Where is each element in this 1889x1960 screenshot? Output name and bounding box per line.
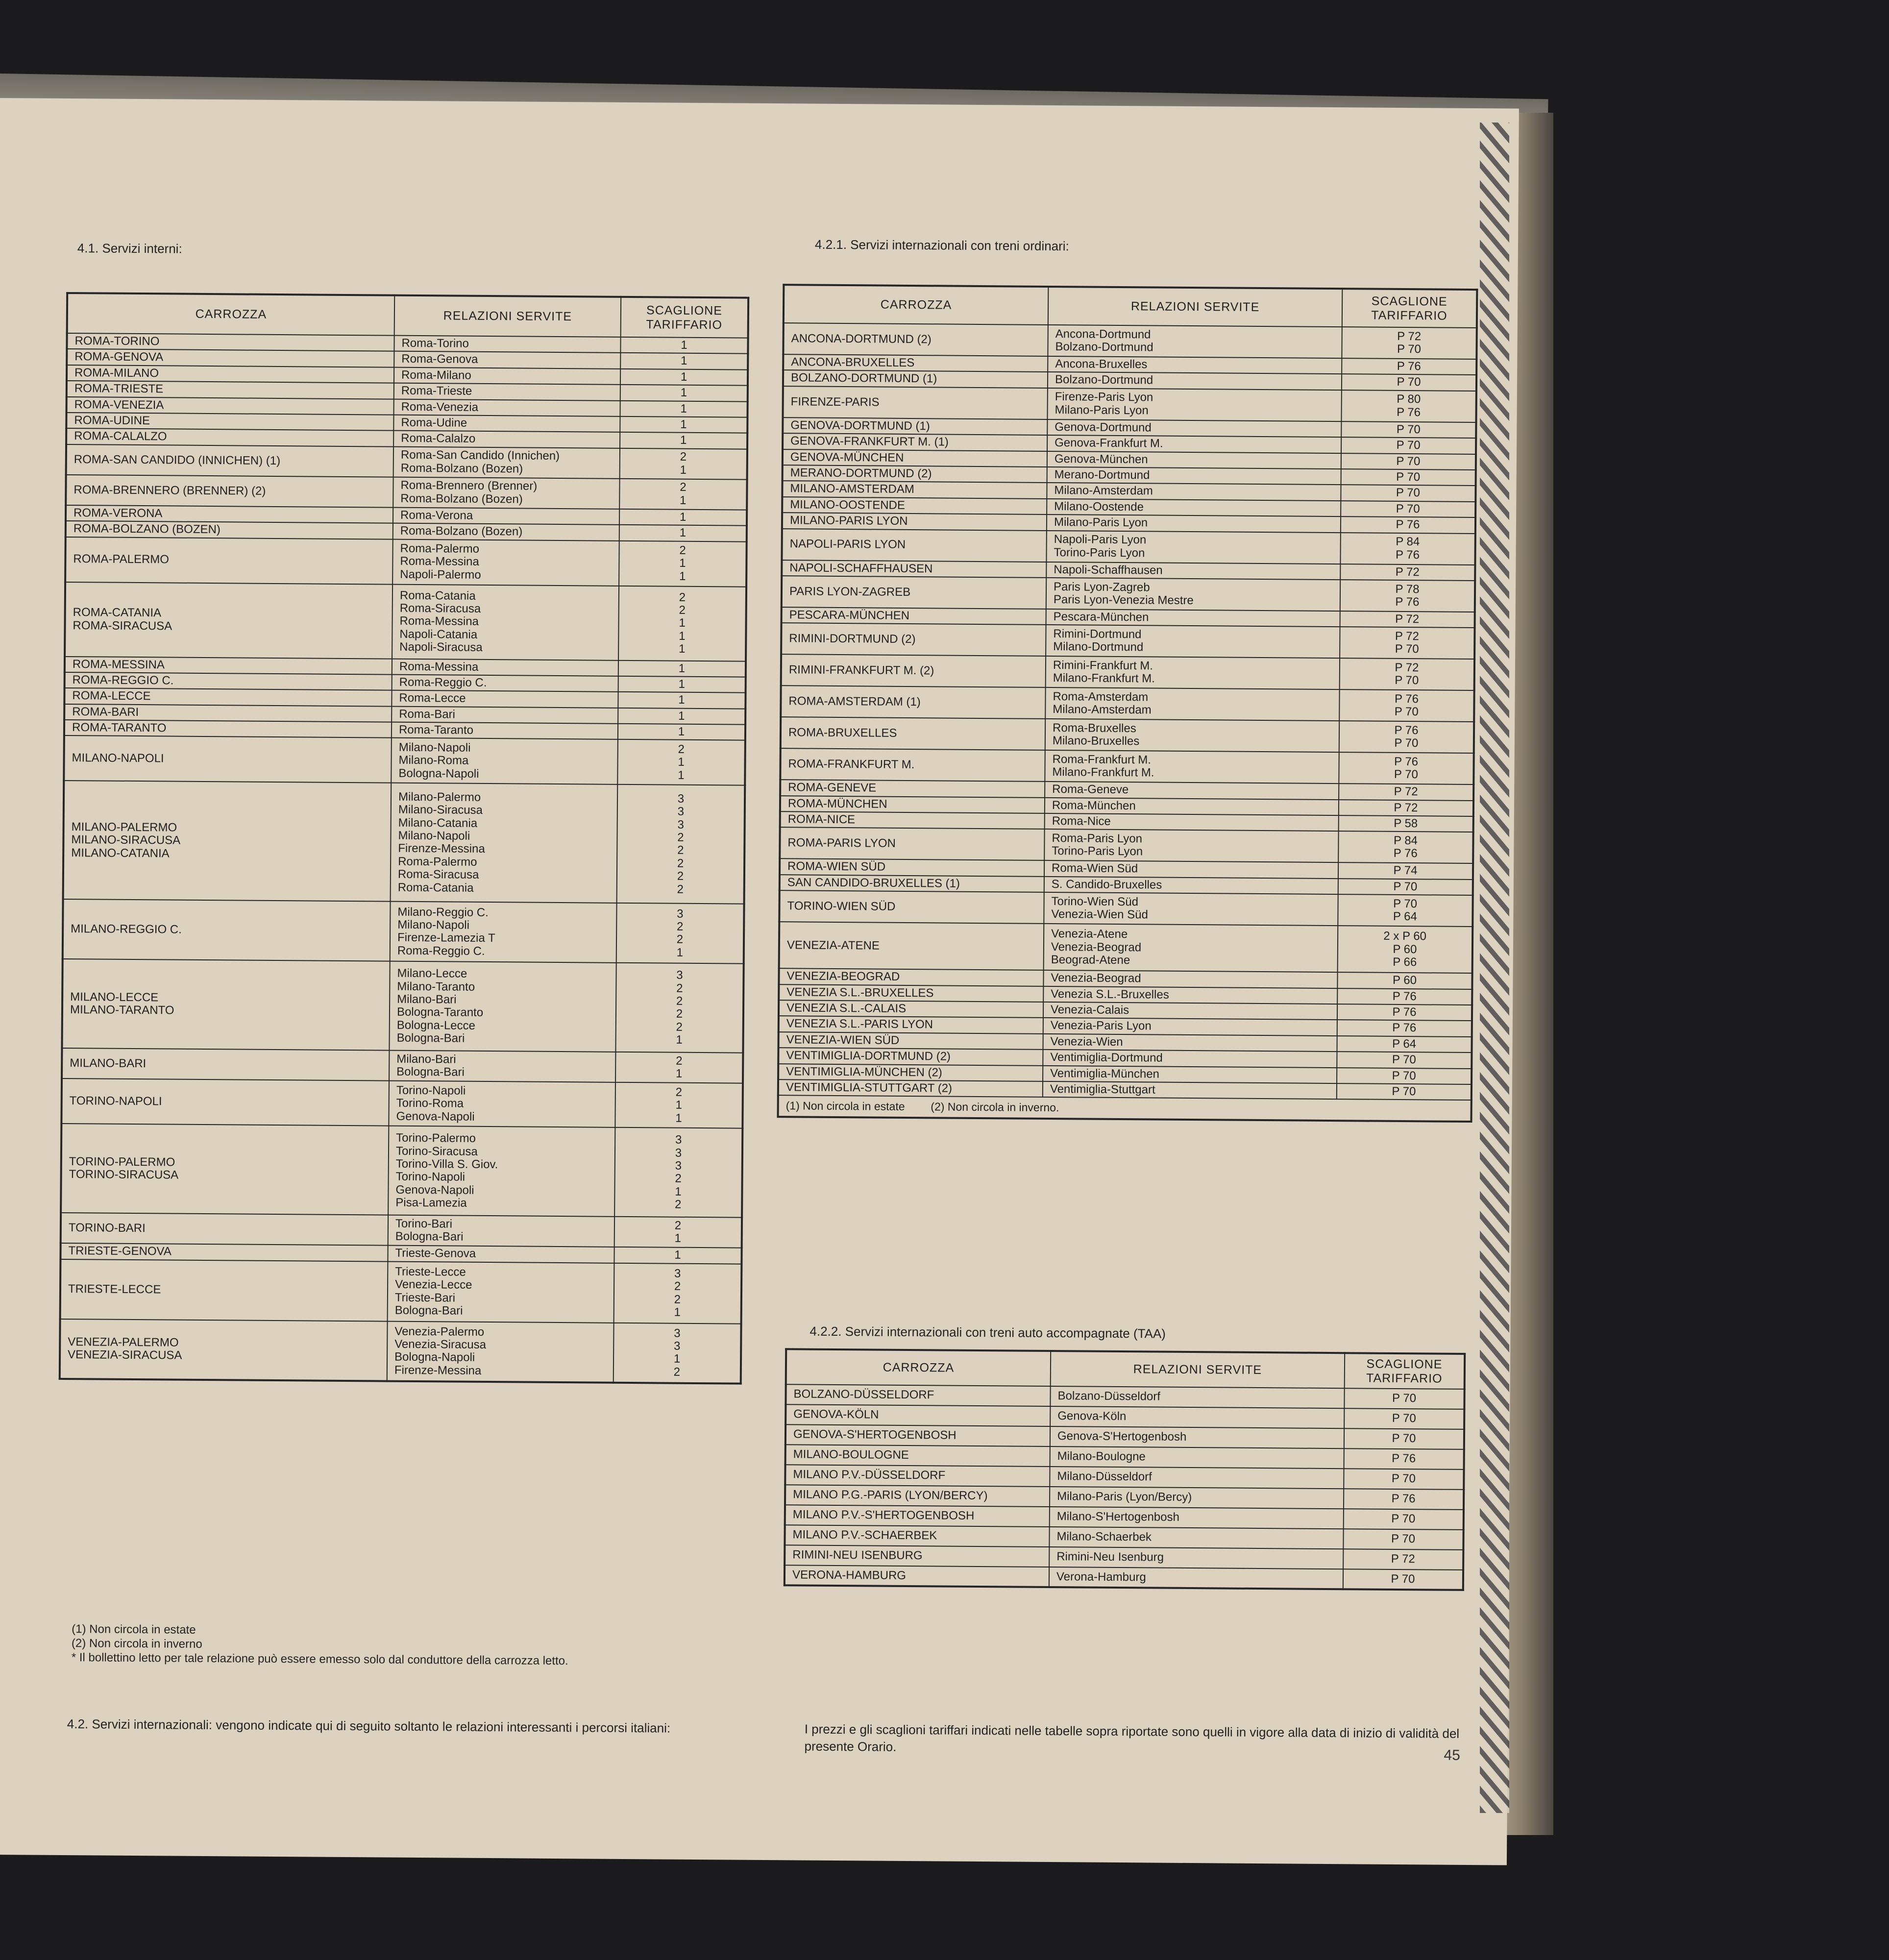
carrozza-cell: ROMA-REGGIO C.: [65, 672, 392, 690]
relazioni-cell: Roma-München: [1045, 798, 1339, 816]
intl-note-1: (1) Non circola in estate: [785, 1099, 905, 1113]
scaglione-cell: P 60: [1337, 972, 1472, 989]
scaglione-cell: P 70: [1343, 1529, 1463, 1550]
scaglione-cell: 1: [614, 1247, 741, 1264]
carrozza-cell: TORINO-PALERMO TORINO-SIRACUSA: [61, 1124, 389, 1215]
scaglione-cell: 1: [619, 525, 747, 541]
carrozza-cell: GENOVA-FRANKFURT M. (1): [783, 433, 1047, 451]
table-row: [779, 890, 1472, 927]
scaglione-cell: P 70: [1337, 1068, 1472, 1084]
scaglione-cell: P 76 P 70: [1339, 752, 1473, 784]
relazioni-cell: Roma-Brennero (Brenner) Roma-Bolzano (Bozen): [393, 477, 619, 509]
table-row: [63, 781, 745, 904]
scaglione-cell: P 70: [1337, 1052, 1472, 1068]
table-row: [60, 1319, 741, 1384]
carrozza-cell: MILANO-AMSTERDAM: [782, 481, 1047, 499]
carrozza-cell: MILANO P.V.-DÜSSELDORF: [785, 1465, 1050, 1487]
relazioni-cell: S. Candido-Bruxelles: [1044, 877, 1338, 895]
relazioni-cell: Genova-München: [1047, 451, 1341, 469]
scaglione-cell: P 76 P 70: [1339, 689, 1474, 722]
carrozza-cell: GENOVA-S'HERTOGENBOSH: [785, 1424, 1050, 1446]
relazioni-cell: Roma-Udine: [393, 415, 620, 433]
relazioni-cell: Ventimiglia-Stuttgart: [1043, 1081, 1337, 1100]
scaglione-cell: P 70: [1341, 501, 1475, 517]
internal-services-rows: [60, 333, 748, 1384]
carrozza-cell: MILANO-PALERMO MILANO-SIRACUSA MILANO-CATANIA: [63, 781, 392, 902]
carrozza-cell: ROMA-CATANIA ROMA-SIRACUSA: [65, 582, 393, 659]
table-row: [779, 922, 1473, 973]
carrozza-cell: MILANO P.V.-SCHAERBEK: [785, 1525, 1049, 1547]
relazioni-cell: Milano-S'Hertogenbosh: [1050, 1507, 1344, 1529]
scaglione-cell: 1: [618, 660, 746, 677]
scaglione-cell: P 70: [1344, 1428, 1464, 1449]
carrozza-cell: VERONA-HAMBURG: [785, 1565, 1049, 1587]
section-4-1-title: 4.1. Servizi interni:: [77, 241, 182, 256]
carrozza-cell: RIMINI-FRANKFURT M. (2): [781, 654, 1046, 687]
scaglione-cell: 2 1: [614, 1217, 742, 1248]
scaglione-cell: P 76: [1344, 1448, 1464, 1470]
scaglione-cell: 1: [618, 692, 745, 709]
scaglione-cell: P 84 P 76: [1340, 533, 1475, 565]
table-row: [785, 1565, 1463, 1590]
relazioni-cell: Roma-Messina: [392, 659, 618, 676]
relazioni-cell: Venezia-Paris Lyon: [1043, 1018, 1337, 1036]
carrozza-cell: VENEZIA-BEOGRAD: [779, 968, 1043, 986]
scaglione-cell: P 72: [1340, 611, 1475, 628]
table-row: [64, 735, 745, 785]
carrozza-cell: NAPOLI-SCHAFFHAUSEN: [782, 560, 1046, 578]
scaglione-cell: P 72: [1343, 1549, 1463, 1570]
relazioni-cell: Bolzano-Dortmund: [1048, 372, 1342, 390]
relazioni-cell: Venezia S.L.-Bruxelles: [1043, 986, 1337, 1004]
relazioni-cell: Roma-Bari: [392, 706, 618, 724]
carrozza-cell: ROMA-FRANKFURT M.: [780, 748, 1045, 782]
carrozza-cell: NAPOLI-PARIS LYON: [782, 529, 1046, 562]
scaglione-cell: 2 x P 60 P 60 P 66: [1338, 926, 1473, 973]
relazioni-cell: Roma-Paris Lyon Torino-Paris Lyon: [1044, 829, 1338, 862]
relazioni-cell: Trieste-Lecce Venezia-Lecce Trieste-Bari Bologna-Bari: [388, 1261, 614, 1323]
carrozza-cell: ROMA-PARIS LYON: [780, 828, 1044, 861]
relazioni-cell: Venezia-Palermo Venezia-Siracusa Bologna-Napoli Firenze-Messina: [387, 1321, 614, 1382]
carrozza-cell: RIMINI-NEU ISENBURG: [785, 1545, 1049, 1567]
scaglione-cell: P 70: [1341, 453, 1476, 470]
carrozza-cell: ROMA-BRENNERO (BRENNER) (2): [66, 475, 393, 508]
relazioni-cell: Roma-Venezia: [394, 399, 620, 416]
relazioni-cell: Roma-Torino: [394, 336, 620, 353]
international-table-notes: [778, 1096, 1472, 1122]
relazioni-cell: Napoli-Schaffhausen: [1046, 562, 1340, 580]
scaglione-cell: 1: [620, 385, 748, 401]
book-page: [0, 98, 1519, 1865]
carrozza-cell: MILANO P.G.-PARIS (LYON/BERCY): [785, 1485, 1050, 1507]
carrozza-cell: PARIS LYON-ZAGREB: [782, 576, 1046, 609]
carrozza-cell: TORINO-BARI: [61, 1213, 388, 1246]
page-number: 45: [1444, 1747, 1460, 1764]
relazioni-cell: Roma-Trieste: [394, 383, 620, 401]
table-row: [782, 529, 1475, 565]
table-row: [66, 475, 747, 510]
table-row: [783, 323, 1476, 359]
relazioni-cell: Rimini-Dortmund Milano-Dortmund: [1046, 625, 1340, 658]
carrozza-cell: ROMA-MESSINA: [65, 656, 392, 674]
relazioni-cell: Ancona-Dortmund Bolzano-Dortmund: [1048, 325, 1342, 358]
carrozza-cell: MILANO-OOSTENDE: [782, 497, 1047, 514]
scaglione-cell: P 70: [1342, 374, 1476, 391]
col-header-scaglione: SCAGLIONE TARIFFARIO: [1345, 1353, 1465, 1389]
table-row: [780, 828, 1473, 864]
scaglione-cell: 2 1: [620, 448, 747, 480]
carrozza-cell: ROMA-VERONA: [66, 505, 393, 523]
prices-validity-text: I prezzi e gli scaglioni tariffari indicati nelle tabelle sopra riportate sono quelli in vigore alla data di inizio di validità del presente Orario.: [804, 1721, 1460, 1754]
table-row: [781, 717, 1474, 753]
col-header-carrozza: CARROZZA: [786, 1349, 1051, 1386]
scaglione-cell: 1: [618, 676, 746, 693]
relazioni-cell: Roma-Reggio C.: [392, 675, 618, 692]
scaglione-cell: 2 1 1: [615, 1082, 743, 1128]
carrozza-cell: MILANO-LECCE MILANO-TARANTO: [62, 959, 390, 1051]
table-row: [61, 1078, 743, 1128]
scaglione-cell: P 70: [1341, 421, 1476, 438]
scaglione-cell: 3 2 2 1: [616, 903, 744, 964]
relazioni-cell: Milano-Schaerbek: [1049, 1527, 1343, 1549]
relazioni-cell: Ventimiglia-München: [1043, 1065, 1337, 1083]
scaglione-cell: P 76 P 70: [1339, 721, 1474, 753]
relazioni-cell: Torino-Palermo Torino-Siracusa Torino-Villa S. Giov. Torino-Napoli Genova-Napoli Pisa-Lamezia: [388, 1126, 615, 1217]
carrozza-cell: VENEZIA-PALERMO VENEZIA-SIRACUSA: [60, 1319, 388, 1381]
relazioni-cell: Milano-Paris Lyon: [1047, 514, 1341, 533]
col-header-carrozza: CARROZZA: [784, 285, 1049, 325]
scaglione-cell: 2 1: [619, 479, 747, 510]
scaglione-cell: 2 1: [615, 1052, 743, 1083]
carrozza-cell: TRIESTE-LECCE: [60, 1259, 388, 1322]
scaglione-cell: P 70: [1341, 485, 1475, 501]
scaglione-cell: 1: [620, 432, 747, 449]
scaglione-cell: P 70: [1344, 1408, 1464, 1429]
relazioni-cell: Genova-Köln: [1050, 1406, 1344, 1428]
scaglione-cell: P 70: [1344, 1388, 1464, 1409]
carrozza-cell: ROMA-PALERMO: [65, 537, 393, 584]
carrozza-cell: TRIESTE-GENOVA: [60, 1243, 388, 1261]
relazioni-cell: Roma-Lecce: [392, 690, 618, 708]
scaglione-cell: P 70: [1341, 469, 1476, 486]
section-4-2-2-title: 4.2.2. Servizi internazionali con treni auto accompagnate (TAA): [810, 1323, 1166, 1341]
carrozza-cell: RIMINI-DORTMUND (2): [781, 623, 1046, 656]
relazioni-cell: Milano-Reggio C. Milano-Napoli Firenze-Lamezia T Roma-Reggio C.: [390, 902, 617, 963]
relazioni-cell: Verona-Hamburg: [1049, 1567, 1343, 1589]
scaglione-cell: P 70: [1341, 437, 1476, 454]
carrozza-cell: ROMA-GENEVE: [780, 780, 1045, 797]
relazioni-cell: Milano-Amsterdam: [1047, 483, 1341, 501]
table-row: [781, 654, 1474, 690]
carrozza-cell: VENEZIA S.L.-PARIS LYON: [779, 1016, 1043, 1034]
relazioni-cell: Roma-Verona: [393, 507, 619, 525]
scaglione-cell: 3 2 2 1: [614, 1263, 742, 1324]
relazioni-cell: Venezia-Wien: [1043, 1034, 1337, 1052]
relazioni-cell: Roma-Amsterdam Milano-Amsterdam: [1045, 687, 1339, 721]
scaglione-cell: 1: [618, 708, 745, 725]
scaglione-cell: P 76: [1342, 358, 1476, 375]
relazioni-cell: Trieste-Genova: [388, 1246, 614, 1263]
relazioni-cell: Roma-Genova: [394, 351, 620, 369]
scaglione-cell: P 76: [1341, 516, 1475, 533]
relazioni-cell: Milano-Düsseldorf: [1050, 1467, 1344, 1489]
relazioni-cell: Ventimiglia-Dortmund: [1043, 1050, 1337, 1068]
relazioni-cell: Paris Lyon-Zagreb Paris Lyon-Venezia Mestre: [1046, 578, 1340, 611]
relazioni-cell: Venezia-Calais: [1043, 1002, 1337, 1020]
scaglione-cell: P 80 P 76: [1341, 390, 1476, 422]
carrozza-cell: VENTIMIGLIA-DORTMUND (2): [778, 1048, 1043, 1065]
table-row: [60, 1259, 742, 1324]
scaglione-cell: 3 3 3 2 2 2 2 2: [617, 784, 745, 904]
international-services-rows: [778, 323, 1477, 1100]
carrozza-cell: MILANO-PARIS LYON: [782, 513, 1047, 530]
scaglione-cell: P 76: [1344, 1489, 1464, 1510]
scaglione-cell: 3 3 3 2 1 2: [614, 1127, 742, 1218]
carrozza-cell: ROMA-CALALZO: [66, 428, 393, 446]
section-4-2-text: 4.2. Servizi internazionali: vengono indicate qui di seguito soltanto le relazioni interessanti i percorsi italiani:: [67, 1716, 671, 1736]
relazioni-cell: Roma-Bolzano (Bozen): [393, 523, 619, 541]
scaglione-cell: P 70: [1338, 879, 1473, 895]
scaglione-cell: P 76: [1337, 988, 1472, 1005]
relazioni-cell: Milano-Oostende: [1047, 499, 1341, 517]
scaglione-cell: P 72: [1339, 800, 1473, 816]
relazioni-cell: Roma-Taranto: [392, 722, 618, 740]
scaglione-cell: 1: [620, 369, 748, 386]
carrozza-cell: GENOVA-MÜNCHEN: [783, 449, 1047, 467]
relazioni-cell: Roma-Bruxelles Milano-Bruxelles: [1045, 719, 1339, 752]
carrozza-cell: ROMA-NICE: [780, 811, 1045, 829]
relazioni-cell: Rimini-Frankfurt M. Milano-Frankfurt M.: [1046, 656, 1340, 689]
scaglione-cell: P 84 P 76: [1338, 832, 1473, 864]
col-header-carrozza: CARROZZA: [67, 293, 395, 336]
scaglione-cell: 1: [618, 724, 745, 740]
carrozza-cell: VENTIMIGLIA-STUTTGART (2): [778, 1079, 1043, 1097]
carrozza-cell: TORINO-NAPOLI: [61, 1078, 389, 1126]
table-row: [65, 582, 746, 661]
carrozza-cell: ROMA-MILANO: [67, 365, 394, 383]
international-services-table: [777, 284, 1478, 1123]
carrozza-cell: GENOVA-KÖLN: [785, 1404, 1050, 1426]
relazioni-cell: Roma-Calalzo: [393, 431, 620, 448]
relazioni-cell: Milano-Bari Bologna-Bari: [389, 1051, 615, 1082]
relazioni-cell: Roma-Frankfurt M. Milano-Frankfurt M.: [1045, 750, 1339, 784]
col-header-relazioni: RELAZIONI SERVITE: [1048, 287, 1343, 327]
scaglione-cell: P 70: [1343, 1569, 1463, 1590]
table-row: [66, 444, 747, 480]
relazioni-cell: Bolzano-Düsseldorf: [1050, 1386, 1344, 1408]
scaglione-cell: P 72 P 70: [1340, 658, 1474, 690]
table-row: [62, 1048, 743, 1083]
carrozza-cell: MERANO-DORTMUND (2): [783, 465, 1047, 483]
carrozza-cell: ROMA-LECCE: [64, 688, 392, 706]
relazioni-cell: Roma-San Candido (Innichen) Roma-Bolzano (Bozen): [393, 446, 620, 478]
table-row: [65, 537, 747, 587]
table-row: [61, 1124, 742, 1218]
table-row: [62, 959, 743, 1053]
relazioni-cell: Rimini-Neu Isenburg: [1049, 1547, 1343, 1569]
carrozza-cell: TORINO-WIEN SÜD: [779, 890, 1044, 924]
relazioni-cell: Milano-Lecce Milano-Taranto Milano-Bari Bologna-Taranto Bologna-Lecce Bologna-Bari: [389, 961, 616, 1052]
scaglione-cell: 1: [620, 416, 747, 433]
scaglione-cell: 2 2 1 1 1: [618, 586, 746, 661]
col-header-relazioni: RELAZIONI SERVITE: [1051, 1351, 1345, 1388]
carrozza-cell: ROMA-TARANTO: [64, 720, 392, 738]
relazioni-cell: Venezia-Beograd: [1043, 970, 1337, 988]
table-row: [780, 748, 1473, 784]
scaglione-cell: P 72 P 70: [1340, 627, 1474, 659]
carrozza-cell: VENEZIA S.L.-CALAIS: [779, 1000, 1043, 1018]
intl-note-2: (2) Non circola in inverno.: [931, 1100, 1059, 1114]
carrozza-cell: MILANO-NAPOLI: [64, 735, 392, 783]
carrozza-cell: ROMA-SAN CANDIDO (INNICHEN) (1): [66, 444, 393, 477]
relazioni-cell: Torino-Napoli Torino-Roma Genova-Napoli: [389, 1081, 615, 1127]
carrozza-cell: ROMA-BARI: [64, 704, 392, 722]
table-row: [63, 899, 744, 964]
relazioni-cell: Genova-Dortmund: [1047, 419, 1341, 438]
scaglione-cell: P 72: [1339, 784, 1473, 800]
scaglione-cell: P 72: [1340, 564, 1475, 581]
relazioni-cell: Milano-Boulogne: [1050, 1446, 1344, 1469]
internal-services-table: [59, 292, 749, 1385]
scaglione-cell: 3 3 1 2: [613, 1323, 741, 1384]
taa-services-rows: [785, 1384, 1465, 1590]
col-header-scaglione: SCAGLIONE TARIFFARIO: [1342, 289, 1477, 328]
carrozza-cell: ROMA-TORINO: [67, 333, 394, 351]
carrozza-cell: FIRENZE-PARIS: [783, 386, 1047, 419]
relazioni-cell: Pescara-München: [1046, 609, 1340, 627]
scaglione-cell: 1: [619, 509, 747, 526]
scaglione-cell: P 70: [1344, 1469, 1464, 1490]
relazioni-cell: Milano-Paris (Lyon/Bercy): [1050, 1487, 1344, 1509]
carrozza-cell: ROMA-BRUXELLES: [781, 717, 1045, 750]
carrozza-cell: VENEZIA-WIEN SÜD: [779, 1032, 1043, 1050]
section-4-2-1-title: 4.2.1. Servizi internazionali con treni ordinari:: [814, 237, 1069, 254]
scaglione-cell: P 70 P 64: [1338, 894, 1472, 927]
carrozza-cell: BOLZANO-DÜSSELDORF: [785, 1384, 1050, 1406]
scaglione-cell: 1: [620, 400, 747, 417]
carrozza-cell: MILANO P.V.-S'HERTOGENBOSH: [785, 1505, 1050, 1527]
carrozza-cell: MILANO-BARI: [62, 1048, 389, 1081]
carrozza-cell: VENEZIA S.L.-BRUXELLES: [779, 984, 1043, 1002]
carrozza-cell: ANCONA-DORTMUND (2): [783, 323, 1048, 356]
scaglione-cell: P 74: [1338, 863, 1473, 880]
relazioni-cell: Torino-Wien Süd Venezia-Wien Süd: [1044, 892, 1338, 926]
carrozza-cell: VENTIMIGLIA-MÜNCHEN (2): [778, 1064, 1043, 1081]
col-header-scaglione: SCAGLIONE TARIFFARIO: [621, 297, 749, 338]
relazioni-cell: Roma-Catania Roma-Siracusa Roma-Messina Napoli-Catania Napoli-Siracusa: [392, 584, 619, 660]
carrozza-cell: GENOVA-DORTMUND (1): [783, 417, 1047, 435]
scaglione-cell: P 76: [1337, 1004, 1472, 1021]
relazioni-cell: Torino-Bari Bologna-Bari: [388, 1215, 614, 1247]
carrozza-cell: ANCONA-BRUXELLES: [783, 354, 1048, 372]
table-row: [781, 623, 1474, 659]
relazioni-cell: Roma-Geneve: [1045, 782, 1339, 800]
scaglione-cell: 2 1 1: [619, 540, 747, 587]
relazioni-cell: Genova-Frankfurt M.: [1047, 435, 1341, 453]
carrozza-cell: ROMA-BOLZANO (BOZEN): [66, 521, 393, 539]
relazioni-cell: Milano-Palermo Milano-Siracusa Milano-Catania Milano-Napoli Firenze-Messina Roma-Palermo Roma-Siracusa Roma-Catania: [391, 783, 618, 903]
carrozza-cell: ROMA-MÜNCHEN: [780, 796, 1045, 813]
carrozza-cell: ROMA-GENOVA: [67, 349, 394, 367]
carrozza-cell: ROMA-WIEN SÜD: [780, 859, 1044, 877]
scaglione-cell: P 70: [1337, 1083, 1472, 1100]
scaglione-cell: 1: [620, 337, 748, 354]
table-row: [783, 386, 1476, 422]
taa-services-table: [784, 1348, 1466, 1591]
scaglione-cell: 3 2 2 2 2 1: [615, 963, 743, 1053]
carrozza-cell: PESCARA-MÜNCHEN: [782, 607, 1046, 625]
scaglione-cell: P 64: [1337, 1036, 1472, 1053]
scaglione-cell: 2 1 1: [617, 739, 745, 785]
scaglione-cell: 1: [620, 353, 748, 369]
relazioni-cell: Venezia-Atene Venezia-Beograd Beograd-Atene: [1044, 924, 1338, 972]
scaglione-cell: P 58: [1339, 815, 1473, 832]
relazioni-cell: Napoli-Paris Lyon Torino-Paris Lyon: [1046, 530, 1340, 564]
carrozza-cell: ROMA-TRIESTE: [67, 381, 394, 399]
relazioni-cell: Genova-S'Hertogenbosh: [1050, 1426, 1344, 1448]
col-header-relazioni: RELAZIONI SERVITE: [394, 295, 621, 337]
carrozza-cell: MILANO-BOULOGNE: [785, 1445, 1050, 1467]
relazioni-cell: Merano-Dortmund: [1047, 467, 1341, 485]
scaglione-cell: P 78 P 76: [1340, 580, 1475, 612]
carrozza-cell: ROMA-AMSTERDAM (1): [781, 686, 1045, 719]
carrozza-cell: MILANO-REGGIO C.: [63, 899, 391, 961]
scaglione-cell: P 72 P 70: [1342, 327, 1476, 359]
relazioni-cell: Ancona-Bruxelles: [1048, 356, 1342, 374]
internal-table-notes: (1) Non circola in estate (2) Non circola in inverno * Il bollettino letto per tale relazione può essere emesso solo dal conduttore della carrozza letto.: [71, 1622, 568, 1667]
relazioni-cell: Firenze-Paris Lyon Milano-Paris Lyon: [1047, 388, 1341, 421]
relazioni-cell: Roma-Nice: [1045, 813, 1339, 832]
table-row: [781, 686, 1474, 722]
relazioni-cell: Milano-Napoli Milano-Roma Bologna-Napoli: [391, 738, 618, 784]
carrozza-cell: VENEZIA-ATENE: [779, 922, 1044, 970]
carrozza-cell: ROMA-VENEZIA: [67, 397, 394, 415]
table-row: [782, 576, 1475, 612]
relazioni-cell: Roma-Wien Süd: [1044, 860, 1338, 879]
relazioni-cell: Roma-Milano: [394, 367, 620, 385]
carrozza-cell: ROMA-UDINE: [66, 413, 393, 431]
carrozza-cell: BOLZANO-DORTMUND (1): [783, 370, 1048, 388]
binding-stitching: [1480, 122, 1509, 1813]
scaglione-cell: P 70: [1344, 1509, 1464, 1530]
table-row: [61, 1213, 742, 1248]
relazioni-cell: Roma-Palermo Roma-Messina Napoli-Palermo: [393, 539, 619, 586]
carrozza-cell: SAN CANDIDO-BRUXELLES (1): [780, 875, 1044, 892]
scaglione-cell: P 76: [1337, 1020, 1472, 1037]
